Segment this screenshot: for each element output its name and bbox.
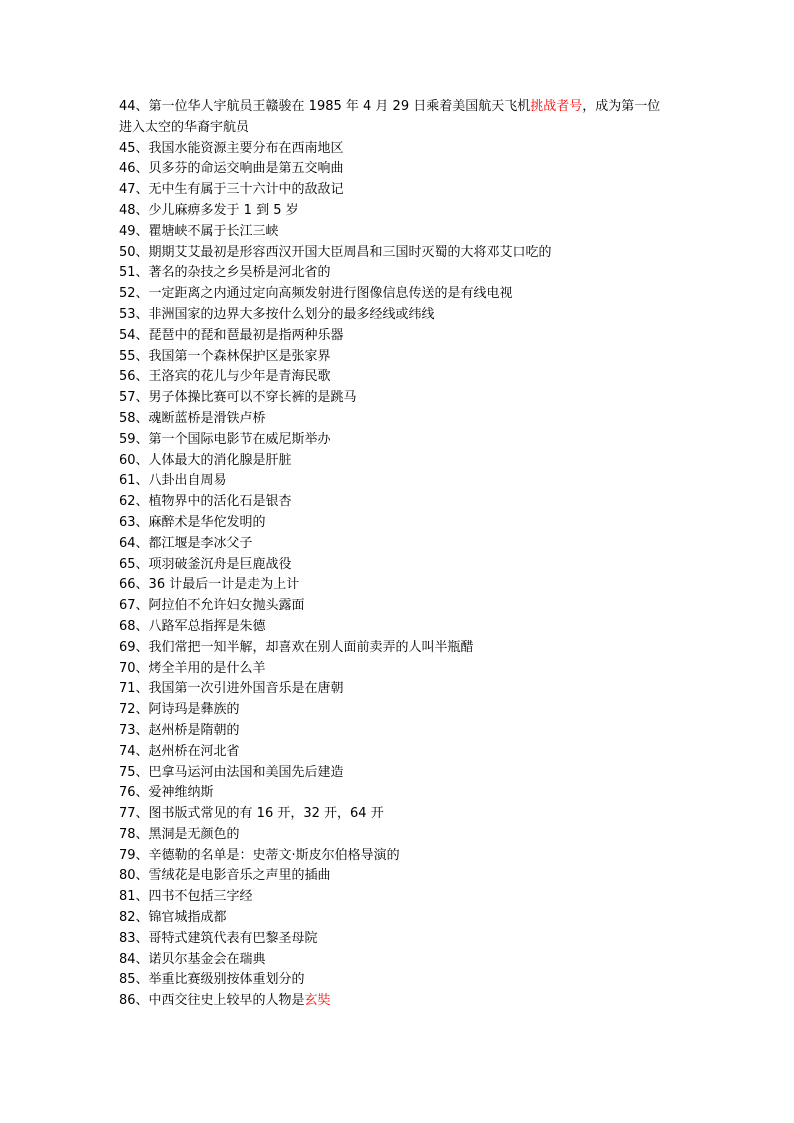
text-line [119, 180, 679, 201]
line-text: 47、无中生有属于三十六计中的敌敌记 [119, 182, 344, 198]
text-line [119, 139, 679, 160]
text-line [119, 430, 679, 451]
line-text: 69、我们常把一知半解，却喜欢在别人面前卖弄的人叫半瓶醋 [119, 639, 474, 655]
line-text: 44、第一位华人宇航员王赣骏在 1985 年 4 月 29 日乘着美国航天飞机 [119, 99, 531, 114]
line-text: ，成为第一位 [582, 99, 661, 114]
line-text: 59、第一个国际电影节在威尼斯举办 [119, 431, 331, 447]
text-line [119, 263, 679, 284]
line-text: 60、人体最大的消化腺是肝脏 [119, 452, 292, 468]
text-line [119, 492, 679, 513]
line-text: 64、都江堰是李冰父子 [119, 535, 253, 551]
line-text: 62、植物界中的活化石是银杏 [119, 494, 292, 510]
text-line [119, 347, 679, 368]
text-line [119, 617, 679, 638]
text-line [119, 721, 679, 742]
text-line [119, 659, 679, 680]
text-line [119, 534, 679, 555]
line-text: 45、我国水能资源主要分布在西南地区 [119, 140, 344, 156]
line-text: 75、巴拿马运河由法国和美国先后建造 [119, 764, 344, 780]
text-line [119, 866, 679, 887]
text-line [119, 970, 679, 991]
text-line [119, 326, 679, 347]
line-text: 83、哥特式建筑代表有巴黎圣母院 [119, 930, 318, 946]
line-text: 67、阿拉伯不允许妇女抛头露面 [119, 598, 305, 614]
line-text: 48、少儿麻痹多发于 1 到 5 岁 [119, 202, 299, 218]
line-text: 进入太空的华裔宇航员 [119, 119, 250, 135]
text-line [119, 284, 679, 305]
text-line [119, 742, 679, 763]
text-line [119, 118, 679, 139]
text-line [119, 804, 679, 825]
line-text: 72、阿诗玛是彝族的 [119, 702, 240, 718]
line-text: 71、我国第一次引进外国音乐是在唐朝 [119, 681, 344, 697]
text-line [119, 700, 679, 721]
text-line [119, 243, 679, 264]
line-text: 56、王洛宾的花儿与少年是青海民歌 [119, 369, 331, 385]
highlighted-text: 玄奘 [304, 993, 331, 1009]
text-line [119, 763, 679, 784]
line-text: 70、烤全羊用的是什么羊 [119, 660, 266, 676]
line-text: 74、赵州桥在河北省 [119, 743, 240, 759]
text-line [119, 783, 679, 804]
text-line [119, 201, 679, 222]
text-line [119, 846, 679, 867]
text-line [119, 97, 679, 118]
text-line [119, 887, 679, 908]
text-line [119, 409, 679, 430]
line-text: 84、诺贝尔基金会在瑞典 [119, 951, 266, 967]
line-text: 66、36 计最后一计是走为上计 [119, 577, 300, 593]
line-text: 52、一定距离之内通过定向高频发射进行图像信息传送的是有线电视 [119, 286, 513, 302]
text-line [119, 388, 679, 409]
line-text: 78、黑洞是无颜色的 [119, 826, 240, 842]
line-text: 63、麻醉术是华佗发明的 [119, 514, 266, 530]
text-line [119, 950, 679, 971]
text-line [119, 908, 679, 929]
text-line [119, 367, 679, 388]
text-line [119, 991, 679, 1012]
text-line [119, 555, 679, 576]
text-line [119, 305, 679, 326]
line-text: 85、举重比赛级别按体重划分的 [119, 972, 305, 988]
line-text: 55、我国第一个森林保护区是张家界 [119, 348, 331, 364]
text-line [119, 825, 679, 846]
text-line [119, 451, 679, 472]
text-line [119, 596, 679, 617]
line-text: 68、八路军总指挥是朱德 [119, 618, 266, 634]
highlighted-text: 挑战者号 [530, 99, 583, 114]
line-text: 82、锦官城指成都 [119, 910, 227, 926]
text-line [119, 513, 679, 534]
text-line [119, 638, 679, 659]
text-line [119, 159, 679, 180]
line-text: 80、雪绒花是电影音乐之声里的插曲 [119, 868, 331, 884]
line-text: 65、项羽破釜沉舟是巨鹿战役 [119, 556, 292, 572]
line-text: 57、男子体操比赛可以不穿长裤的是跳马 [119, 390, 357, 406]
line-text: 61、八卦出自周易 [119, 473, 227, 489]
line-text: 58、魂断蓝桥是滑铁卢桥 [119, 410, 266, 426]
line-text: 79、辛德勒的名单是：史蒂文·斯皮尔伯格导演的 [119, 847, 400, 863]
line-text: 53、非洲国家的边界大多按什么划分的最多经线或纬线 [119, 306, 435, 322]
line-text: 49、瞿塘峡不属于长江三峡 [119, 223, 279, 239]
text-line [119, 471, 679, 492]
line-text: 50、期期艾艾最初是形容西汉开国大臣周昌和三国时灭蜀的大将邓艾口吃的 [119, 244, 552, 260]
text-line [119, 575, 679, 596]
text-line [119, 679, 679, 700]
line-text: 76、爱神维纳斯 [119, 785, 214, 801]
line-text: 73、赵州桥是隋朝的 [119, 722, 240, 738]
text-body [119, 97, 679, 1012]
text-line [119, 222, 679, 243]
line-text: 81、四书不包括三字经 [119, 889, 253, 905]
line-text: 77、图书版式常见的有 16 开，32 开，64 开 [119, 806, 384, 822]
text-line [119, 929, 679, 950]
line-text: 54、琵琶中的琵和琶最初是指两种乐器 [119, 327, 344, 343]
line-text: 46、贝多芬的命运交响曲是第五交响曲 [119, 161, 344, 177]
line-text: 86、中西交往史上较早的人物是 [119, 993, 305, 1009]
line-text: 51、著名的杂技之乡吴桥是河北省的 [119, 265, 331, 281]
